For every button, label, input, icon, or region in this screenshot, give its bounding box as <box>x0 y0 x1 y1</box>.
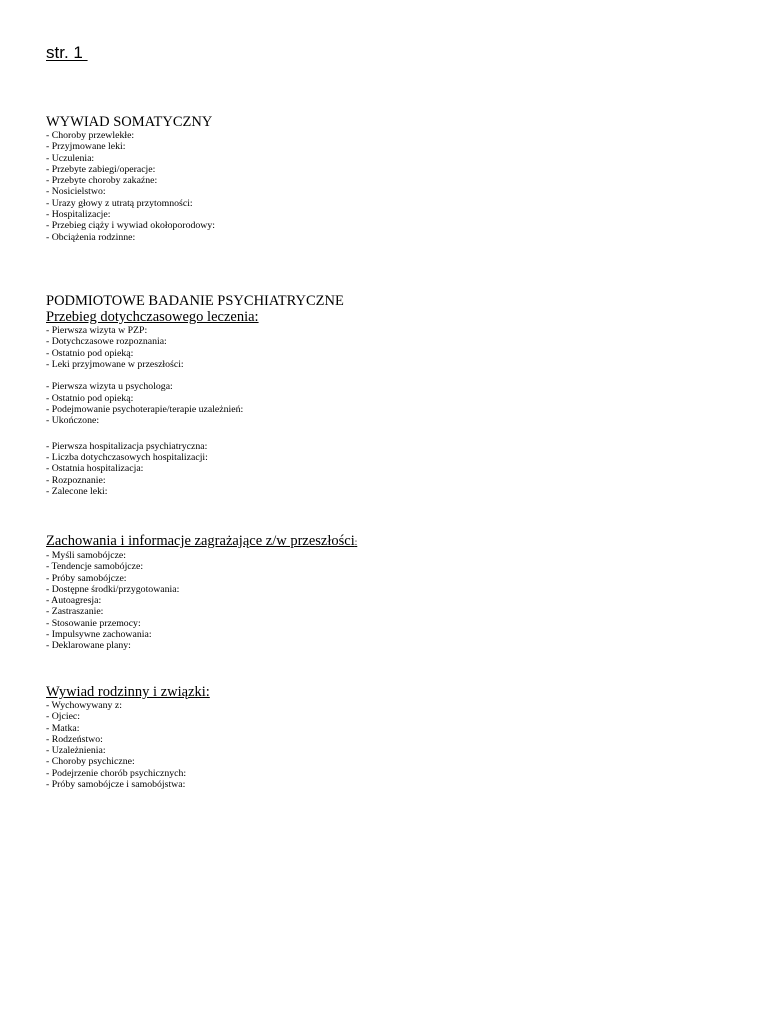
section-title-family: Wywiad rodzinny i związki: <box>46 684 210 700</box>
list-item: - Tendencje samobójcze: <box>46 561 144 573</box>
list-item: - Ukończone: <box>46 415 100 427</box>
list-item: - Obciążenia rodzinne: <box>46 231 136 243</box>
list-item: - Rodzeństwo: <box>46 733 103 745</box>
list-item: - Liczba dotychczasowych hospitalizacji: <box>46 451 208 463</box>
list-item: - Wychowywany z: <box>46 700 122 711</box>
list-item: - Autoagresja: <box>46 595 102 607</box>
list-item: - Przyjmowane leki: <box>46 141 126 153</box>
list-item: - Impulsywne zachowania: <box>46 629 152 641</box>
list-item: - Uzależnienia: <box>46 745 106 757</box>
list-item: - Pierwsza hospitalizacja psychiatryczna: <box>46 440 208 452</box>
list-item: - Leki przyjmowane w przeszłości: <box>46 358 184 370</box>
list-item: - Ojciec: <box>46 711 80 723</box>
list-item: - Próby samobójcze: <box>46 572 127 584</box>
list-item: - Uczulenia: <box>46 152 95 164</box>
list-item: - Zalecone leki: <box>46 485 108 497</box>
list-item: - Choroby przewlekłe: <box>46 130 135 141</box>
list-item: - Dostępne środki/przygotowania: <box>46 583 180 595</box>
list-item: - Nosicielstwo: <box>46 186 106 198</box>
list-item: - Stosowanie przemocy: <box>46 617 141 629</box>
list-item: - Matka: <box>46 722 80 734</box>
list-item: - Ostatnio pod opieką: <box>46 347 134 359</box>
somatic-items-list <box>46 130 215 243</box>
list-item: - Podejrzenie chorób psychicznych: <box>46 767 187 779</box>
list-item: - Pierwsza wizyta u psychologa: <box>46 381 173 393</box>
list-item: - Podejmowanie psychoterapie/terapie uzależnień: <box>46 404 244 416</box>
list-item: - Zastraszanie: <box>46 606 104 618</box>
list-item: - Myśli samobójcze: <box>46 550 126 561</box>
section-somatic-history <box>46 114 215 243</box>
section-title-psychiatric: PODMIOTOWE BADANIE PSYCHIATRYCZNE <box>46 293 344 309</box>
list-item: - Przebieg ciąży i wywiad okołoporodowy: <box>46 220 215 232</box>
list-item: - Urazy głowy z utratą przytomności: <box>46 197 193 209</box>
section-family-history <box>46 684 210 790</box>
section-title-risk-text: Zachowania i informacje zagrażające z/w przeszłości <box>46 533 355 549</box>
list-item: - Ostatnia hospitalizacja: <box>46 463 144 475</box>
treatment-history-group-psychologist <box>46 381 344 426</box>
treatment-history-group-hospitalization <box>46 441 344 497</box>
subsection-title-treatment-history: Przebieg dotychczasowego leczenia: <box>46 309 259 325</box>
list-item: - Próby samobójcze i samobójstwa: <box>46 779 186 791</box>
section-title-risk-suffix: : <box>354 537 358 547</box>
list-item: - Przebyte zabiegi/operacje: <box>46 163 156 175</box>
section-title-somatic: WYWIAD SOMATYCZNY <box>46 114 213 130</box>
list-item: - Choroby psychiczne: <box>46 756 135 768</box>
list-item: - Pierwsza wizyta w PZP: <box>46 325 148 336</box>
list-item: - Przebyte choroby zakaźne: <box>46 175 158 187</box>
list-item: - Dotychczasowe rozpoznania: <box>46 336 167 348</box>
section-title-risk <box>46 533 357 550</box>
section-risk-behaviours <box>46 533 357 652</box>
section-psychiatric-examination <box>46 293 344 497</box>
list-item: - Hospitalizacje: <box>46 209 111 221</box>
treatment-history-group-pzp <box>46 325 344 370</box>
list-item: - Deklarowane plany: <box>46 640 131 652</box>
list-item: - Ostatnio pod opieką: <box>46 392 134 404</box>
page-number: str. 1 <box>46 43 88 62</box>
family-items-list <box>46 700 210 790</box>
list-item: - Rozpoznanie: <box>46 474 106 486</box>
risk-items-list <box>46 550 357 652</box>
